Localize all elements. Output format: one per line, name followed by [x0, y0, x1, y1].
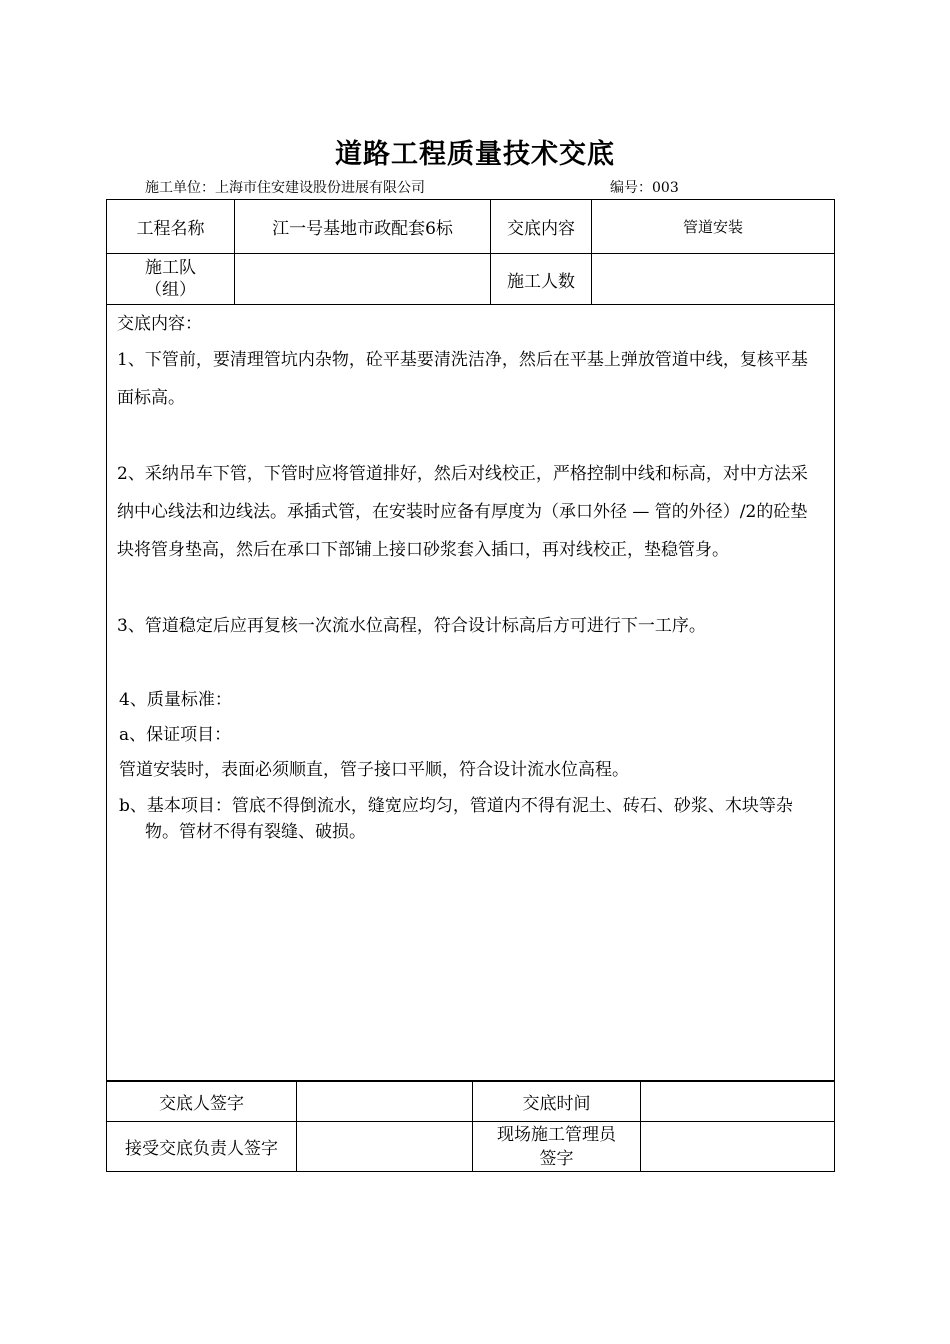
site-manager-sign-field[interactable]: [641, 1122, 835, 1172]
discloser-sign-label: 交底人签字: [107, 1081, 297, 1122]
construction-unit: 施工单位：上海市住安建设股份进展有限公司: [145, 180, 425, 196]
discloser-sign-field[interactable]: [297, 1081, 473, 1122]
info-table: [106, 199, 835, 1082]
project-name-label: 工程名称: [107, 200, 235, 254]
site-manager-label-line2: 签字: [539, 1148, 574, 1169]
disclosure-content-value: 管道安装: [592, 200, 835, 254]
content-item-4a-text: 管道安装时，表面必须顺直，管子接口平顺，符合设计流水位高程。: [119, 760, 629, 780]
document-title: 道路工程质量技术交底: [335, 139, 615, 170]
team-value: [235, 254, 491, 305]
content-item-2: 2、采纳吊车下管，下管时应将管道排好，然后对线校正，严格控制中线和标高，对中方法采纳中心线法和边线法。承插式管，在安装时应备有厚度为（承口外径 — 管的外径）/2的砼垫块将管身垫高，然后在承口下部铺上接口砂浆套入插口，再对线校正，垫稳管身。: [117, 464, 808, 560]
document-number: 编号：003: [610, 180, 679, 196]
content-body: [107, 305, 834, 845]
content-item-4: 4、质量标准：: [119, 690, 232, 710]
headcount-value: [592, 254, 835, 305]
content-cell: [107, 305, 835, 1082]
site-manager-label: [473, 1122, 641, 1172]
receiver-sign-field[interactable]: [297, 1122, 473, 1172]
content-item-4b: b、基本项目：管底不得倒流水，缝宽应均匀，管道内不得有泥土、砖石、砂浆、木块等杂物。管材不得有裂缝、破损。: [119, 796, 793, 842]
content-item-4a: a、保证项目：: [119, 725, 232, 745]
project-name-value: 江一号基地市政配套6标: [235, 200, 491, 254]
team-label: [107, 254, 235, 305]
site-manager-label-line1: 现场施工管理员: [497, 1124, 616, 1145]
team-label-line2: （组）: [145, 280, 196, 300]
disclosure-time-field[interactable]: [641, 1081, 835, 1122]
team-label-line1: 施工队: [145, 258, 196, 278]
headcount-label: 施工人数: [491, 254, 592, 305]
receiver-sign-label: 接受交底负责人签字: [107, 1122, 297, 1172]
disclosure-content-label: 交底内容: [491, 200, 592, 254]
content-heading: 交底内容：: [117, 314, 202, 334]
signature-table: [106, 1080, 835, 1172]
content-item-1: 1、下管前，要清理管坑内杂物，砼平基要清洗洁净，然后在平基上弹放管道中线，复核平基面标高。: [117, 350, 808, 408]
disclosure-time-label: 交底时间: [473, 1081, 641, 1122]
content-item-3: 3、管道稳定后应再复核一次流水位高程，符合设计标高后方可进行下一工序。: [117, 616, 706, 636]
